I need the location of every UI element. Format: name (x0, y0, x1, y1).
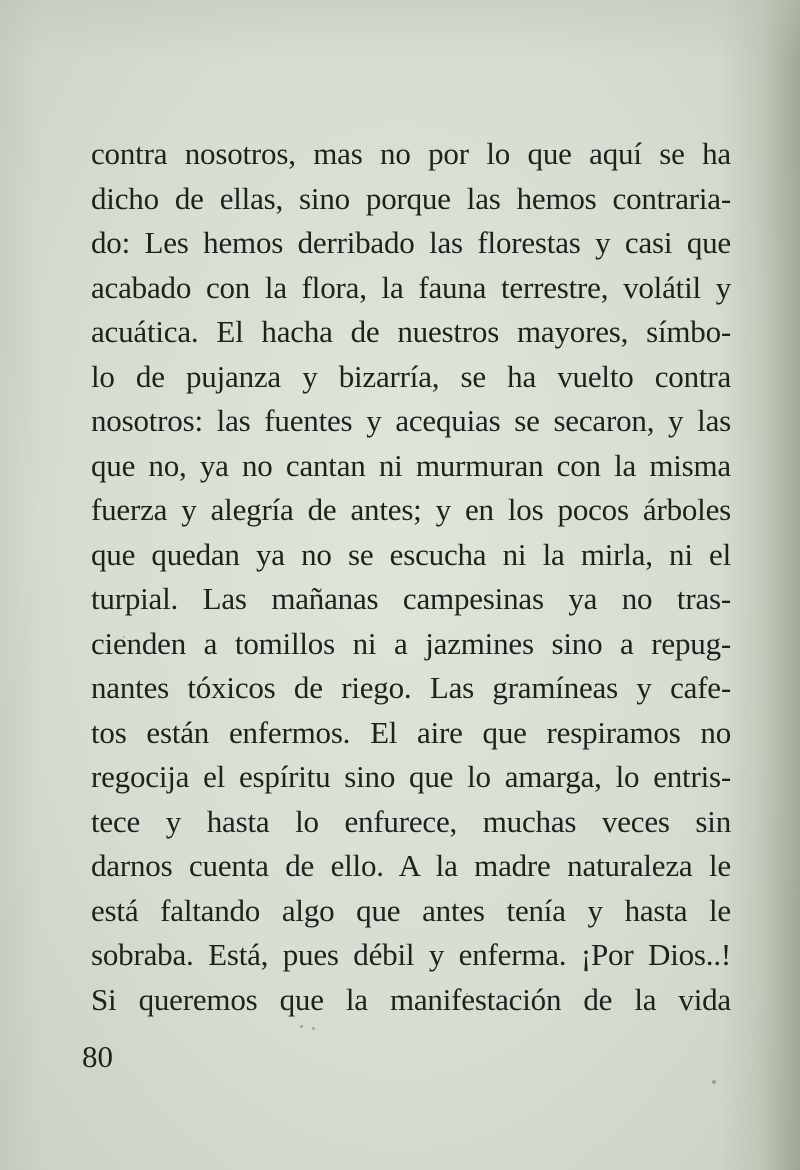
text-line: que quedan ya no se escucha ni la mirla, ni el (91, 536, 731, 572)
text-line: darnos cuenta de ello. A la madre naturaleza le (91, 848, 731, 883)
text-line: nantes tóxicos de riego. Las gramíneas y cafe- (91, 670, 731, 705)
text-line: sobraba. Está, pues débil y enferma. ¡Por Dios..! (91, 937, 731, 972)
text-line: acabado con la flora, la fauna terrestre, volátil y (91, 269, 731, 305)
text-line: Si queremos que la manifestación de la vida (91, 981, 731, 1017)
text-line: turpial. Las mañanas campesinas ya no tras- (91, 581, 731, 616)
text-line: dicho de ellas, sino porque las hemos contraria- (91, 180, 731, 216)
text-line: nosotros: las fuentes y acequias se secaron, y las (91, 403, 731, 438)
text-line: do: Les hemos derribado las florestas y casi que (91, 225, 731, 260)
page-top-shadow (0, 0, 800, 60)
body-text (91, 132, 731, 1022)
text-line: contra nosotros, mas no por lo que aquí se ha (91, 136, 731, 171)
text-line: que no, ya no cantan ni murmuran con la misma (91, 447, 731, 483)
show-through-text (470, 88, 710, 128)
paper-speck (300, 1025, 303, 1028)
text-line: tece y hasta lo enfurece, muchas veces sin (91, 803, 731, 839)
text-line: está faltando algo que antes tenía y hasta le (91, 892, 731, 928)
text-line: fuerza y alegría de antes; y en los pocos árboles (91, 492, 731, 527)
paper-speck (123, 636, 125, 638)
paper-speck (312, 1027, 315, 1030)
text-line: lo de pujanza y bizarría, se ha vuelto contra (91, 358, 731, 394)
text-line: cienden a tomillos ni a jazmines sino a repug- (91, 625, 731, 661)
paper-speck (712, 1080, 716, 1084)
text-line: tos están enfermos. El aire que respiramos no (91, 714, 731, 750)
page-number: 80 (82, 1039, 113, 1074)
paper-speck (466, 993, 468, 995)
text-line: acuática. El hacha de nuestros mayores, símbo- (91, 314, 731, 349)
text-line: regocija el espíritu sino que lo amarga, lo entris- (91, 759, 731, 794)
